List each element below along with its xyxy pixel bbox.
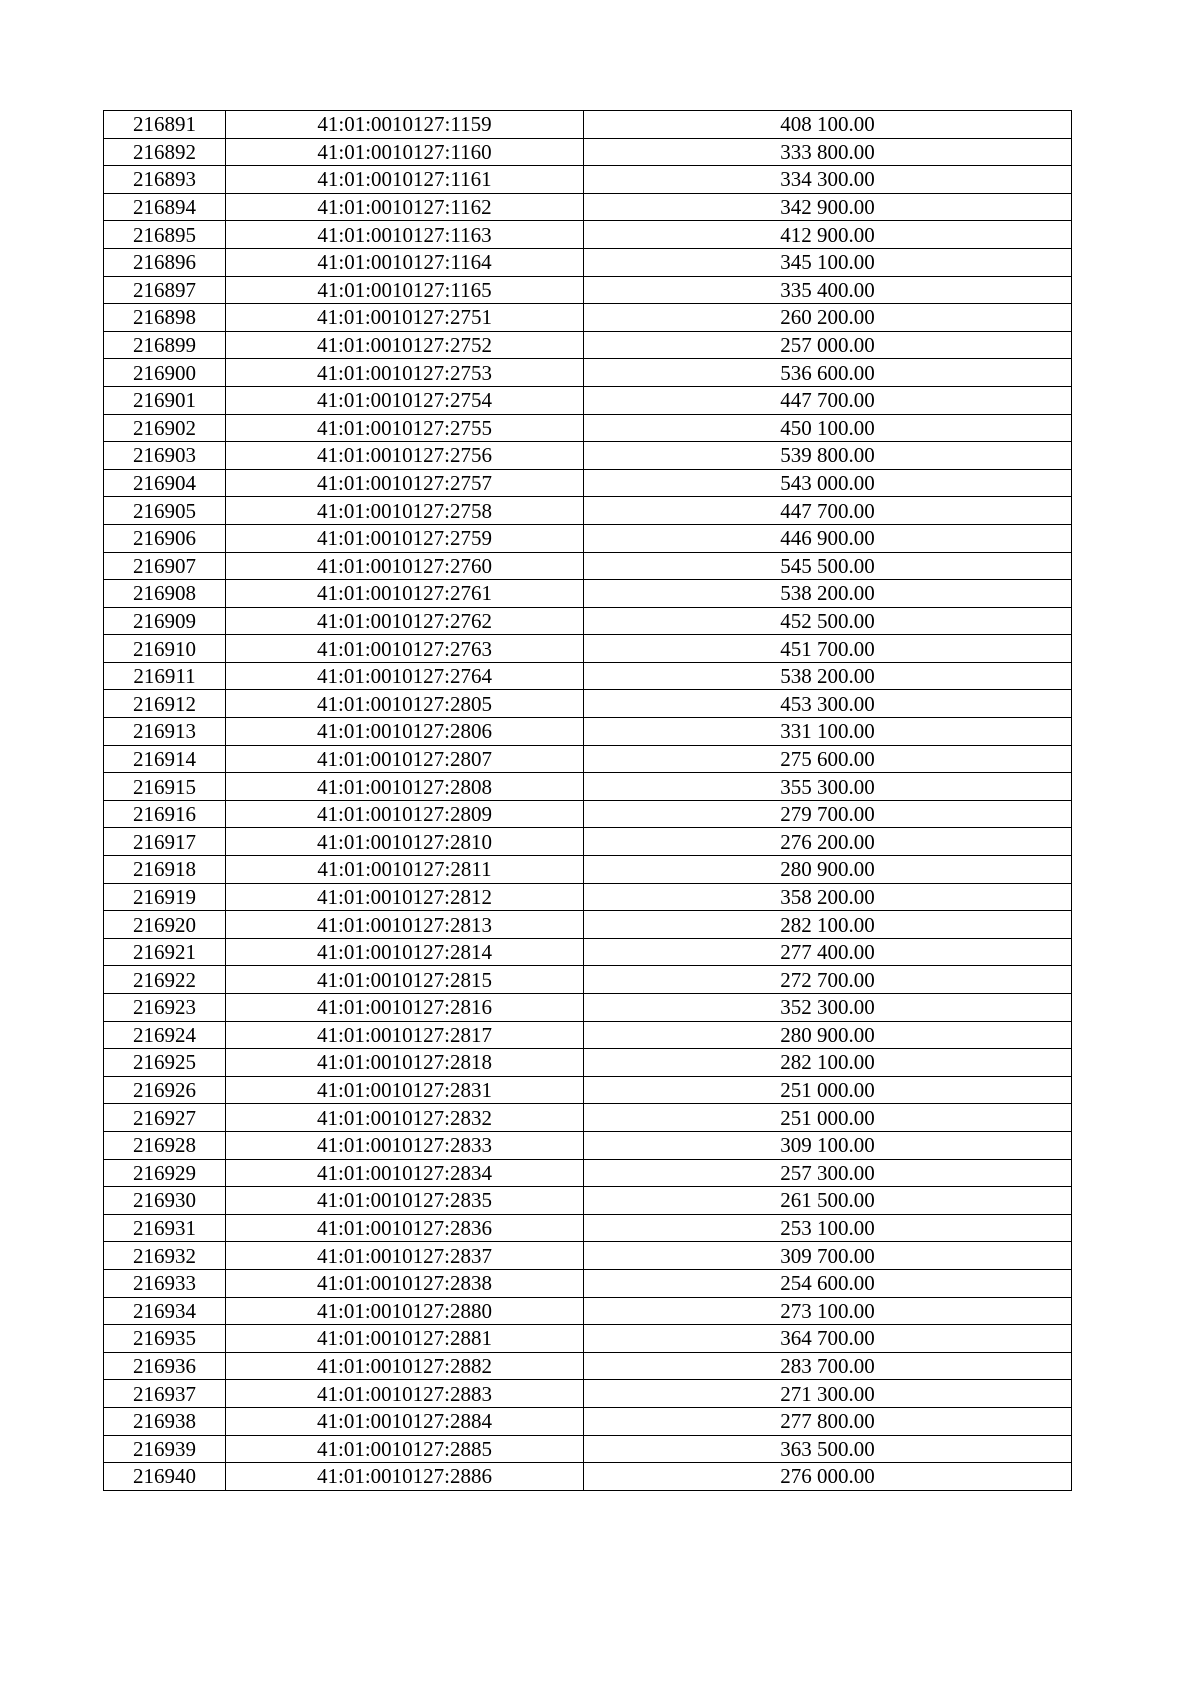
cadastral-value-cell: 261 500.00 — [584, 1187, 1072, 1215]
row-number-cell: 216922 — [104, 966, 226, 994]
table-row — [104, 1021, 1072, 1049]
cadastral-value-cell: 309 700.00 — [584, 1242, 1072, 1270]
row-number-cell: 216933 — [104, 1269, 226, 1297]
table-row — [104, 718, 1072, 746]
cadastral-number-cell: 41:01:0010127:1160 — [226, 138, 584, 166]
cadastral-value-cell: 260 200.00 — [584, 304, 1072, 332]
row-number-cell: 216931 — [104, 1214, 226, 1242]
table-row — [104, 1269, 1072, 1297]
row-number-cell: 216927 — [104, 1104, 226, 1132]
row-number-cell: 216936 — [104, 1352, 226, 1380]
cadastral-number-cell: 41:01:0010127:2806 — [226, 718, 584, 746]
table-row — [104, 994, 1072, 1022]
cadastral-number-cell: 41:01:0010127:2814 — [226, 938, 584, 966]
table-row — [104, 111, 1072, 139]
cadastral-number-cell: 41:01:0010127:1159 — [226, 111, 584, 139]
table-row — [104, 1187, 1072, 1215]
cadastral-value-cell: 334 300.00 — [584, 166, 1072, 194]
table-row — [104, 938, 1072, 966]
table-row — [104, 1463, 1072, 1491]
table-row — [104, 1380, 1072, 1408]
row-number-cell: 216925 — [104, 1049, 226, 1077]
cadastral-number-cell: 41:01:0010127:2837 — [226, 1242, 584, 1270]
cadastral-value-cell: 282 100.00 — [584, 911, 1072, 939]
cadastral-value-cell: 280 900.00 — [584, 1021, 1072, 1049]
cadastral-number-cell: 41:01:0010127:2759 — [226, 524, 584, 552]
cadastral-number-cell: 41:01:0010127:2882 — [226, 1352, 584, 1380]
cadastral-value-cell: 539 800.00 — [584, 442, 1072, 470]
cadastral-number-cell: 41:01:0010127:2757 — [226, 469, 584, 497]
cadastral-value-cell: 345 100.00 — [584, 248, 1072, 276]
row-number-cell: 216923 — [104, 994, 226, 1022]
cadastral-number-cell: 41:01:0010127:2833 — [226, 1131, 584, 1159]
cadastral-value-cell: 283 700.00 — [584, 1352, 1072, 1380]
cadastral-value-cell: 333 800.00 — [584, 138, 1072, 166]
cadastral-number-cell: 41:01:0010127:2758 — [226, 497, 584, 525]
row-number-cell: 216920 — [104, 911, 226, 939]
table-row — [104, 524, 1072, 552]
table-row — [104, 304, 1072, 332]
cadastral-number-cell: 41:01:0010127:2884 — [226, 1407, 584, 1435]
cadastral-value-cell: 257 000.00 — [584, 331, 1072, 359]
cadastral-value-cell: 538 200.00 — [584, 580, 1072, 608]
table-row — [104, 690, 1072, 718]
table-row — [104, 966, 1072, 994]
cadastral-value-cell: 342 900.00 — [584, 193, 1072, 221]
row-number-cell: 216903 — [104, 442, 226, 470]
row-number-cell: 216901 — [104, 386, 226, 414]
cadastral-number-cell: 41:01:0010127:1165 — [226, 276, 584, 304]
cadastral-value-cell: 251 000.00 — [584, 1104, 1072, 1132]
cadastral-number-cell: 41:01:0010127:2834 — [226, 1159, 584, 1187]
cadastral-number-cell: 41:01:0010127:2836 — [226, 1214, 584, 1242]
row-number-cell: 216940 — [104, 1463, 226, 1491]
table-row — [104, 856, 1072, 884]
row-number-cell: 216935 — [104, 1325, 226, 1353]
cadastral-value-cell: 253 100.00 — [584, 1214, 1072, 1242]
cadastral-value-cell: 335 400.00 — [584, 276, 1072, 304]
cadastral-number-cell: 41:01:0010127:2805 — [226, 690, 584, 718]
row-number-cell: 216928 — [104, 1131, 226, 1159]
table-row — [104, 469, 1072, 497]
row-number-cell: 216896 — [104, 248, 226, 276]
cadastral-value-cell: 282 100.00 — [584, 1049, 1072, 1077]
row-number-cell: 216909 — [104, 607, 226, 635]
table-row — [104, 386, 1072, 414]
row-number-cell: 216913 — [104, 718, 226, 746]
table-row — [104, 276, 1072, 304]
row-number-cell: 216894 — [104, 193, 226, 221]
cadastral-value-cell: 451 700.00 — [584, 635, 1072, 663]
table-row — [104, 580, 1072, 608]
cadastral-value-cell: 358 200.00 — [584, 883, 1072, 911]
cadastral-number-cell: 41:01:0010127:2808 — [226, 773, 584, 801]
table-row — [104, 773, 1072, 801]
cadastral-value-cell: 450 100.00 — [584, 414, 1072, 442]
cadastral-number-cell: 41:01:0010127:2811 — [226, 856, 584, 884]
cadastral-value-cell: 279 700.00 — [584, 800, 1072, 828]
cadastral-number-cell: 41:01:0010127:2886 — [226, 1463, 584, 1491]
cadastral-value-cell: 452 500.00 — [584, 607, 1072, 635]
table-row — [104, 1104, 1072, 1132]
cadastral-value-cell: 254 600.00 — [584, 1269, 1072, 1297]
cadastral-value-cell: 275 600.00 — [584, 745, 1072, 773]
row-number-cell: 216937 — [104, 1380, 226, 1408]
table-row — [104, 1242, 1072, 1270]
row-number-cell: 216926 — [104, 1076, 226, 1104]
table-row — [104, 828, 1072, 856]
cadastral-number-cell: 41:01:0010127:2883 — [226, 1380, 584, 1408]
cadastral-number-cell: 41:01:0010127:2813 — [226, 911, 584, 939]
row-number-cell: 216895 — [104, 221, 226, 249]
cadastral-number-cell: 41:01:0010127:2763 — [226, 635, 584, 663]
cadastral-number-cell: 41:01:0010127:2751 — [226, 304, 584, 332]
cadastral-number-cell: 41:01:0010127:2816 — [226, 994, 584, 1022]
cadastral-number-cell: 41:01:0010127:2817 — [226, 1021, 584, 1049]
cadastral-number-cell: 41:01:0010127:2754 — [226, 386, 584, 414]
cadastral-value-cell: 272 700.00 — [584, 966, 1072, 994]
cadastral-number-cell: 41:01:0010127:2810 — [226, 828, 584, 856]
table-row — [104, 883, 1072, 911]
row-number-cell: 216905 — [104, 497, 226, 525]
cadastral-number-cell: 41:01:0010127:1163 — [226, 221, 584, 249]
row-number-cell: 216939 — [104, 1435, 226, 1463]
table-row — [104, 745, 1072, 773]
table-row — [104, 1076, 1072, 1104]
cadastral-value-cell: 280 900.00 — [584, 856, 1072, 884]
table-row — [104, 1049, 1072, 1077]
cadastral-number-cell: 41:01:0010127:2818 — [226, 1049, 584, 1077]
table-row — [104, 635, 1072, 663]
cadastral-number-cell: 41:01:0010127:2838 — [226, 1269, 584, 1297]
row-number-cell: 216902 — [104, 414, 226, 442]
cadastral-value-cell: 355 300.00 — [584, 773, 1072, 801]
cadastral-value-cell: 447 700.00 — [584, 497, 1072, 525]
cadastral-number-cell: 41:01:0010127:2752 — [226, 331, 584, 359]
table-row — [104, 248, 1072, 276]
row-number-cell: 216891 — [104, 111, 226, 139]
row-number-cell: 216934 — [104, 1297, 226, 1325]
table-body — [104, 111, 1072, 1491]
cadastral-value-cell: 446 900.00 — [584, 524, 1072, 552]
row-number-cell: 216897 — [104, 276, 226, 304]
table-row — [104, 1352, 1072, 1380]
row-number-cell: 216919 — [104, 883, 226, 911]
row-number-cell: 216900 — [104, 359, 226, 387]
table-row — [104, 331, 1072, 359]
cadastral-value-cell: 363 500.00 — [584, 1435, 1072, 1463]
cadastral-value-cell: 273 100.00 — [584, 1297, 1072, 1325]
cadastral-number-cell: 41:01:0010127:2835 — [226, 1187, 584, 1215]
row-number-cell: 216932 — [104, 1242, 226, 1270]
table-row — [104, 497, 1072, 525]
cadastral-value-cell: 536 600.00 — [584, 359, 1072, 387]
table-row — [104, 607, 1072, 635]
cadastral-value-cell: 364 700.00 — [584, 1325, 1072, 1353]
row-number-cell: 216908 — [104, 580, 226, 608]
cadastral-number-cell: 41:01:0010127:2812 — [226, 883, 584, 911]
cadastral-value-cell: 251 000.00 — [584, 1076, 1072, 1104]
table-row — [104, 911, 1072, 939]
cadastral-value-cell: 277 800.00 — [584, 1407, 1072, 1435]
cadastral-value-cell: 545 500.00 — [584, 552, 1072, 580]
cadastral-number-cell: 41:01:0010127:2880 — [226, 1297, 584, 1325]
row-number-cell: 216930 — [104, 1187, 226, 1215]
row-number-cell: 216898 — [104, 304, 226, 332]
row-number-cell: 216910 — [104, 635, 226, 663]
cadastral-value-table — [103, 110, 1072, 1491]
table-row — [104, 1325, 1072, 1353]
cadastral-number-cell: 41:01:0010127:2831 — [226, 1076, 584, 1104]
row-number-cell: 216906 — [104, 524, 226, 552]
row-number-cell: 216911 — [104, 662, 226, 690]
table-row — [104, 662, 1072, 690]
cadastral-number-cell: 41:01:0010127:2755 — [226, 414, 584, 442]
table-row — [104, 1407, 1072, 1435]
row-number-cell: 216929 — [104, 1159, 226, 1187]
cadastral-number-cell: 41:01:0010127:2753 — [226, 359, 584, 387]
table-row — [104, 442, 1072, 470]
cadastral-number-cell: 41:01:0010127:2756 — [226, 442, 584, 470]
cadastral-number-cell: 41:01:0010127:2832 — [226, 1104, 584, 1132]
row-number-cell: 216915 — [104, 773, 226, 801]
cadastral-value-cell: 277 400.00 — [584, 938, 1072, 966]
cadastral-value-cell: 309 100.00 — [584, 1131, 1072, 1159]
cadastral-number-cell: 41:01:0010127:2809 — [226, 800, 584, 828]
cadastral-number-cell: 41:01:0010127:2807 — [226, 745, 584, 773]
cadastral-value-cell: 447 700.00 — [584, 386, 1072, 414]
row-number-cell: 216904 — [104, 469, 226, 497]
cadastral-number-cell: 41:01:0010127:1162 — [226, 193, 584, 221]
table-row — [104, 1131, 1072, 1159]
cadastral-value-cell: 271 300.00 — [584, 1380, 1072, 1408]
cadastral-value-cell: 352 300.00 — [584, 994, 1072, 1022]
row-number-cell: 216916 — [104, 800, 226, 828]
cadastral-number-cell: 41:01:0010127:2760 — [226, 552, 584, 580]
row-number-cell: 216912 — [104, 690, 226, 718]
cadastral-number-cell: 41:01:0010127:1161 — [226, 166, 584, 194]
cadastral-value-cell: 412 900.00 — [584, 221, 1072, 249]
row-number-cell: 216893 — [104, 166, 226, 194]
row-number-cell: 216918 — [104, 856, 226, 884]
table-row — [104, 138, 1072, 166]
table-row — [104, 193, 1072, 221]
cadastral-number-cell: 41:01:0010127:2761 — [226, 580, 584, 608]
cadastral-value-cell: 257 300.00 — [584, 1159, 1072, 1187]
cadastral-value-cell: 453 300.00 — [584, 690, 1072, 718]
cadastral-number-cell: 41:01:0010127:2815 — [226, 966, 584, 994]
table-row — [104, 800, 1072, 828]
row-number-cell: 216914 — [104, 745, 226, 773]
cadastral-value-cell: 408 100.00 — [584, 111, 1072, 139]
row-number-cell: 216924 — [104, 1021, 226, 1049]
cadastral-number-cell: 41:01:0010127:2764 — [226, 662, 584, 690]
table-row — [104, 1159, 1072, 1187]
row-number-cell: 216921 — [104, 938, 226, 966]
table-row — [104, 1214, 1072, 1242]
table-row — [104, 414, 1072, 442]
cadastral-value-cell: 331 100.00 — [584, 718, 1072, 746]
row-number-cell: 216892 — [104, 138, 226, 166]
cadastral-value-cell: 276 200.00 — [584, 828, 1072, 856]
table-row — [104, 1435, 1072, 1463]
row-number-cell: 216899 — [104, 331, 226, 359]
cadastral-value-cell: 538 200.00 — [584, 662, 1072, 690]
table-row — [104, 166, 1072, 194]
table-row — [104, 359, 1072, 387]
row-number-cell: 216907 — [104, 552, 226, 580]
table-row — [104, 1297, 1072, 1325]
cadastral-value-cell: 276 000.00 — [584, 1463, 1072, 1491]
cadastral-number-cell: 41:01:0010127:1164 — [226, 248, 584, 276]
cadastral-number-cell: 41:01:0010127:2762 — [226, 607, 584, 635]
cadastral-number-cell: 41:01:0010127:2885 — [226, 1435, 584, 1463]
row-number-cell: 216938 — [104, 1407, 226, 1435]
table-row — [104, 221, 1072, 249]
cadastral-number-cell: 41:01:0010127:2881 — [226, 1325, 584, 1353]
cadastral-value-cell: 543 000.00 — [584, 469, 1072, 497]
table-row — [104, 552, 1072, 580]
row-number-cell: 216917 — [104, 828, 226, 856]
